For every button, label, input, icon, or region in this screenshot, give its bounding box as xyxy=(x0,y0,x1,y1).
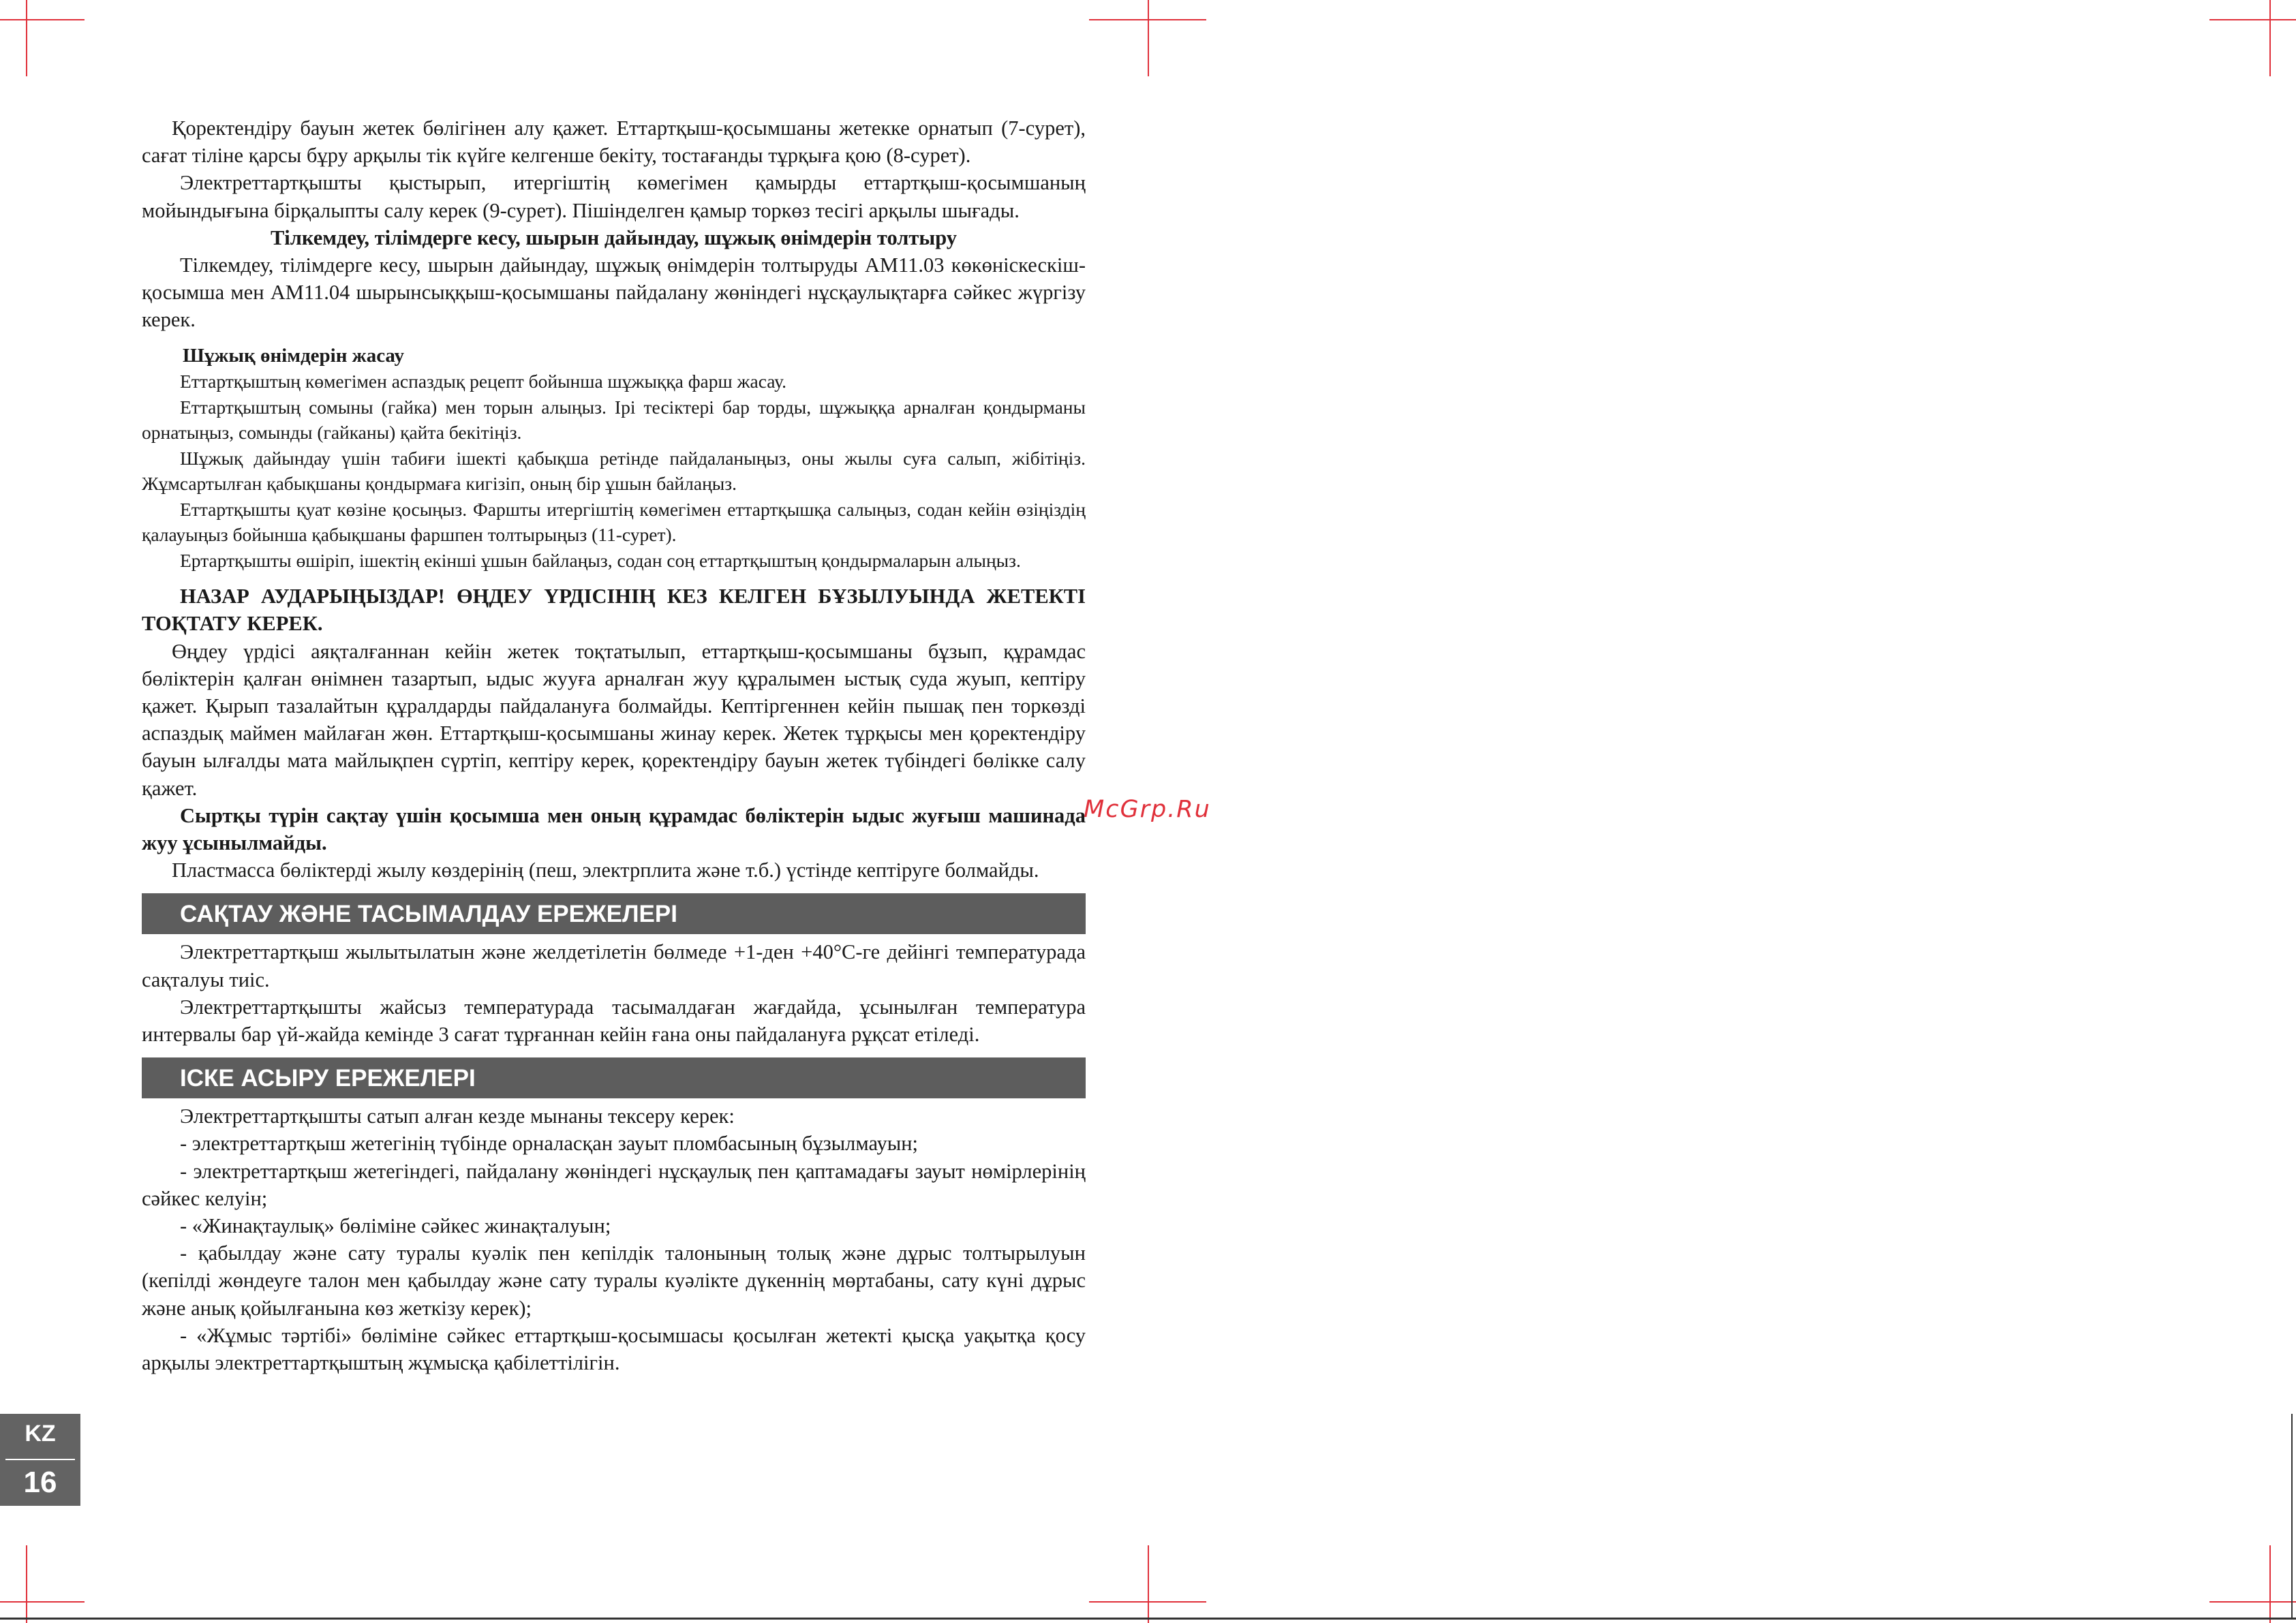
crop-mark xyxy=(26,0,27,76)
paragraph: Шұжық дайындау үшін табиғи ішекті қабықша ретінде пайдаланыңыз, оны жылы суға салып, жібітіңіз. Жұмсартылған қабықшаны қондырмаға кигізіп, оның бір ұшын байлаңыз. xyxy=(142,447,1086,495)
paragraph: Еттартқышты қуат көзіне қосыңыз. Фаршты итергіштің көмегімен еттартқышқа салыңыз, содан кейін өзіңіздің қалауыңыз бойынша қабықшаны фаршпен толтырыңыз (11-сурет). xyxy=(142,498,1086,546)
paragraph: Электреттартқышты сатып алған кезде мынаны тексеру керек: xyxy=(180,1104,735,1128)
page-number: 16 xyxy=(23,1466,57,1499)
crop-mark xyxy=(1148,0,1149,76)
document-body xyxy=(142,114,1086,1376)
paragraph: Қоректендіру бауын жетек бөлігінен алу қажет. Еттартқыш-қосымшаны жетекке орнатып (7-сурет), сағат тіліне қарсы бұру арқылы тік күйге келгенше бекіту, тостағанды тұрқыға қою (8-сурет). xyxy=(142,117,1086,168)
section-banner-sales: ІСКЕ АСЫРУ ЕРЕЖЕЛЕРІ xyxy=(142,1057,1086,1098)
paragraph: Пластмасса бөліктерді жылу көздерінің (пеш, электрплита және т.б.) үстінде кептіруге болмайды. xyxy=(172,859,1039,882)
page-edge-rule xyxy=(2291,1414,2293,1618)
paragraph: Электреттартқышты қыстырып, итергіштің көмегімен қамырды еттартқыш-қосымшаның мойындығына бірқалыпты салу керек (9-сурет). Пішінделген қамыр торкөз тесігі арқылы шығады. xyxy=(142,171,1086,222)
page-edge-rule xyxy=(0,1618,2296,1620)
language-page-tab xyxy=(0,1414,80,1506)
crop-mark xyxy=(2209,19,2296,20)
paragraph: Электреттартқышты жайсыз температурада тасымалдаған жағдайда, ұсынылған температура интервалы бар үй-жайда кемінде 3 сағат тұрғаннан кейін ғана оны пайдалануға рұқсат етіледі. xyxy=(142,995,1086,1046)
list-item: - «Жұмыс тәртібі» бөліміне сәйкес еттартқыш-қосымшасы қосылған жетекті қысқа уақытқа қосу арқылы электреттартқыштың жұмысқа қабілеттілігін. xyxy=(142,1323,1086,1374)
tab-divider xyxy=(5,1459,75,1460)
crop-mark xyxy=(2269,0,2271,76)
paragraph: Еттартқыштың көмегімен аспаздық рецепт бойынша шұжыққа фарш жасау. xyxy=(180,371,786,392)
crop-mark xyxy=(26,1545,27,1623)
list-item: - «Жинақтаулық» бөліміне сәйкес жинақталуын; xyxy=(180,1214,611,1237)
section-banner-storage: САҚТАУ ЖӘНЕ ТАСЫМАЛДАУ ЕРЕЖЕЛЕРІ xyxy=(142,893,1086,934)
crop-mark xyxy=(0,1601,85,1603)
list-item: - электреттартқыш жетегінің түбінде орналасқан зауыт пломбасының бұзылмауын; xyxy=(180,1132,918,1156)
watermark-text: McGrp.Ru xyxy=(1084,796,1211,823)
crop-mark xyxy=(0,19,85,20)
sausage-section xyxy=(142,343,1086,574)
paragraph: Сыртқы түрін сақтау үшін қосымша мен оның құрамдас бөліктерін ыдыс жуғыш машинада жуу ұсынылмайды. xyxy=(142,803,1086,854)
paragraph: Тілкемдеу, тілімдерге кесу, шырын дайындау, шұжық өнімдерін толтыруды АМ11.03 көкөніскескіш-қосымша мен АМ11.04 шырынсыққыш-қосымшаны пайдалану жөніндегі нұсқаулықтарға сәйкес жүргізу керек. xyxy=(142,253,1086,332)
crop-mark xyxy=(2269,1545,2271,1623)
list-item: - қабылдау және сату туралы куәлік пен кепілдік талонының толық және дұрыс толтырылуын (кепілді жөндеуге талон мен қабылдау және сату туралы куәлікте дүкеннің мөртабаны, сату күні дұрыс және анық қойылғанына көз жеткізу керек); xyxy=(142,1241,1086,1320)
list-item: - электреттартқыш жетегіндегі, пайдалану жөніндегі нұсқаулық пен қаптамадағы зауыт нөмірлерінің сәйкес келуін; xyxy=(142,1159,1086,1210)
crop-mark xyxy=(1148,1545,1149,1623)
crop-mark xyxy=(2209,1601,2296,1603)
warning-text: НАЗАР АУДАРЫҢЫЗДАР! ӨҢДЕУ ҮРДІСІНІҢ КЕЗ КЕЛГЕН БҰЗЫЛУЫНДА ЖЕТЕКТІ ТОҚТАТУ КЕРЕК. xyxy=(142,585,1086,636)
paragraph: Өңдеу үрдісі аяқталғаннан кейін жетек тоқтатылып, еттартқыш-қосымшаны бұзып, құрамдас бөліктерін қалған өнімнен тазартып, ыдыс жууға арналған жуу құралымен ыстық суда жуып, кептіру қажет. Қырып тазалайтын құралдарды пайдалануға болмайды. Кептіргеннен кейін пышақ пен торкөзді аспаздық маймен майлаған жөн. Еттартқыш-қосымшаны жинау керек. Жетек тұрқысы мен қоректендіру бауын ылғалды мата майлықпен сүртіп, кептіру керек, қоректендіру бауын жетек түбіндегі бөлікке салу қажет. xyxy=(142,639,1086,800)
paragraph: Ертартқышты өшіріп, ішектің екінші ұшын байлаңыз, содан соң еттартқыштың қондырмаларын алыңыз. xyxy=(180,549,1021,571)
paragraph: Еттартқыштың сомыны (гайка) мен торын алыңыз. Ірі тесіктері бар торды, шұжыққа арналған қондырманы орнатыңыз, сомынды (гайканы) қайта бекітіңіз. xyxy=(142,396,1086,444)
section-subheading: Шұжық өнімдерін жасау xyxy=(183,344,404,367)
language-code: KZ xyxy=(25,1421,56,1447)
paragraph: Электреттартқыш жылытылатын және желдетілетін бөлмеде +1-ден +40°С-ге дейінгі температурада сақталуы тиіс. xyxy=(142,940,1086,991)
section-heading: Тілкемдеу, тілімдерге кесу, шырын дайындау, шұжық өнімдерін толтыру xyxy=(270,226,958,249)
